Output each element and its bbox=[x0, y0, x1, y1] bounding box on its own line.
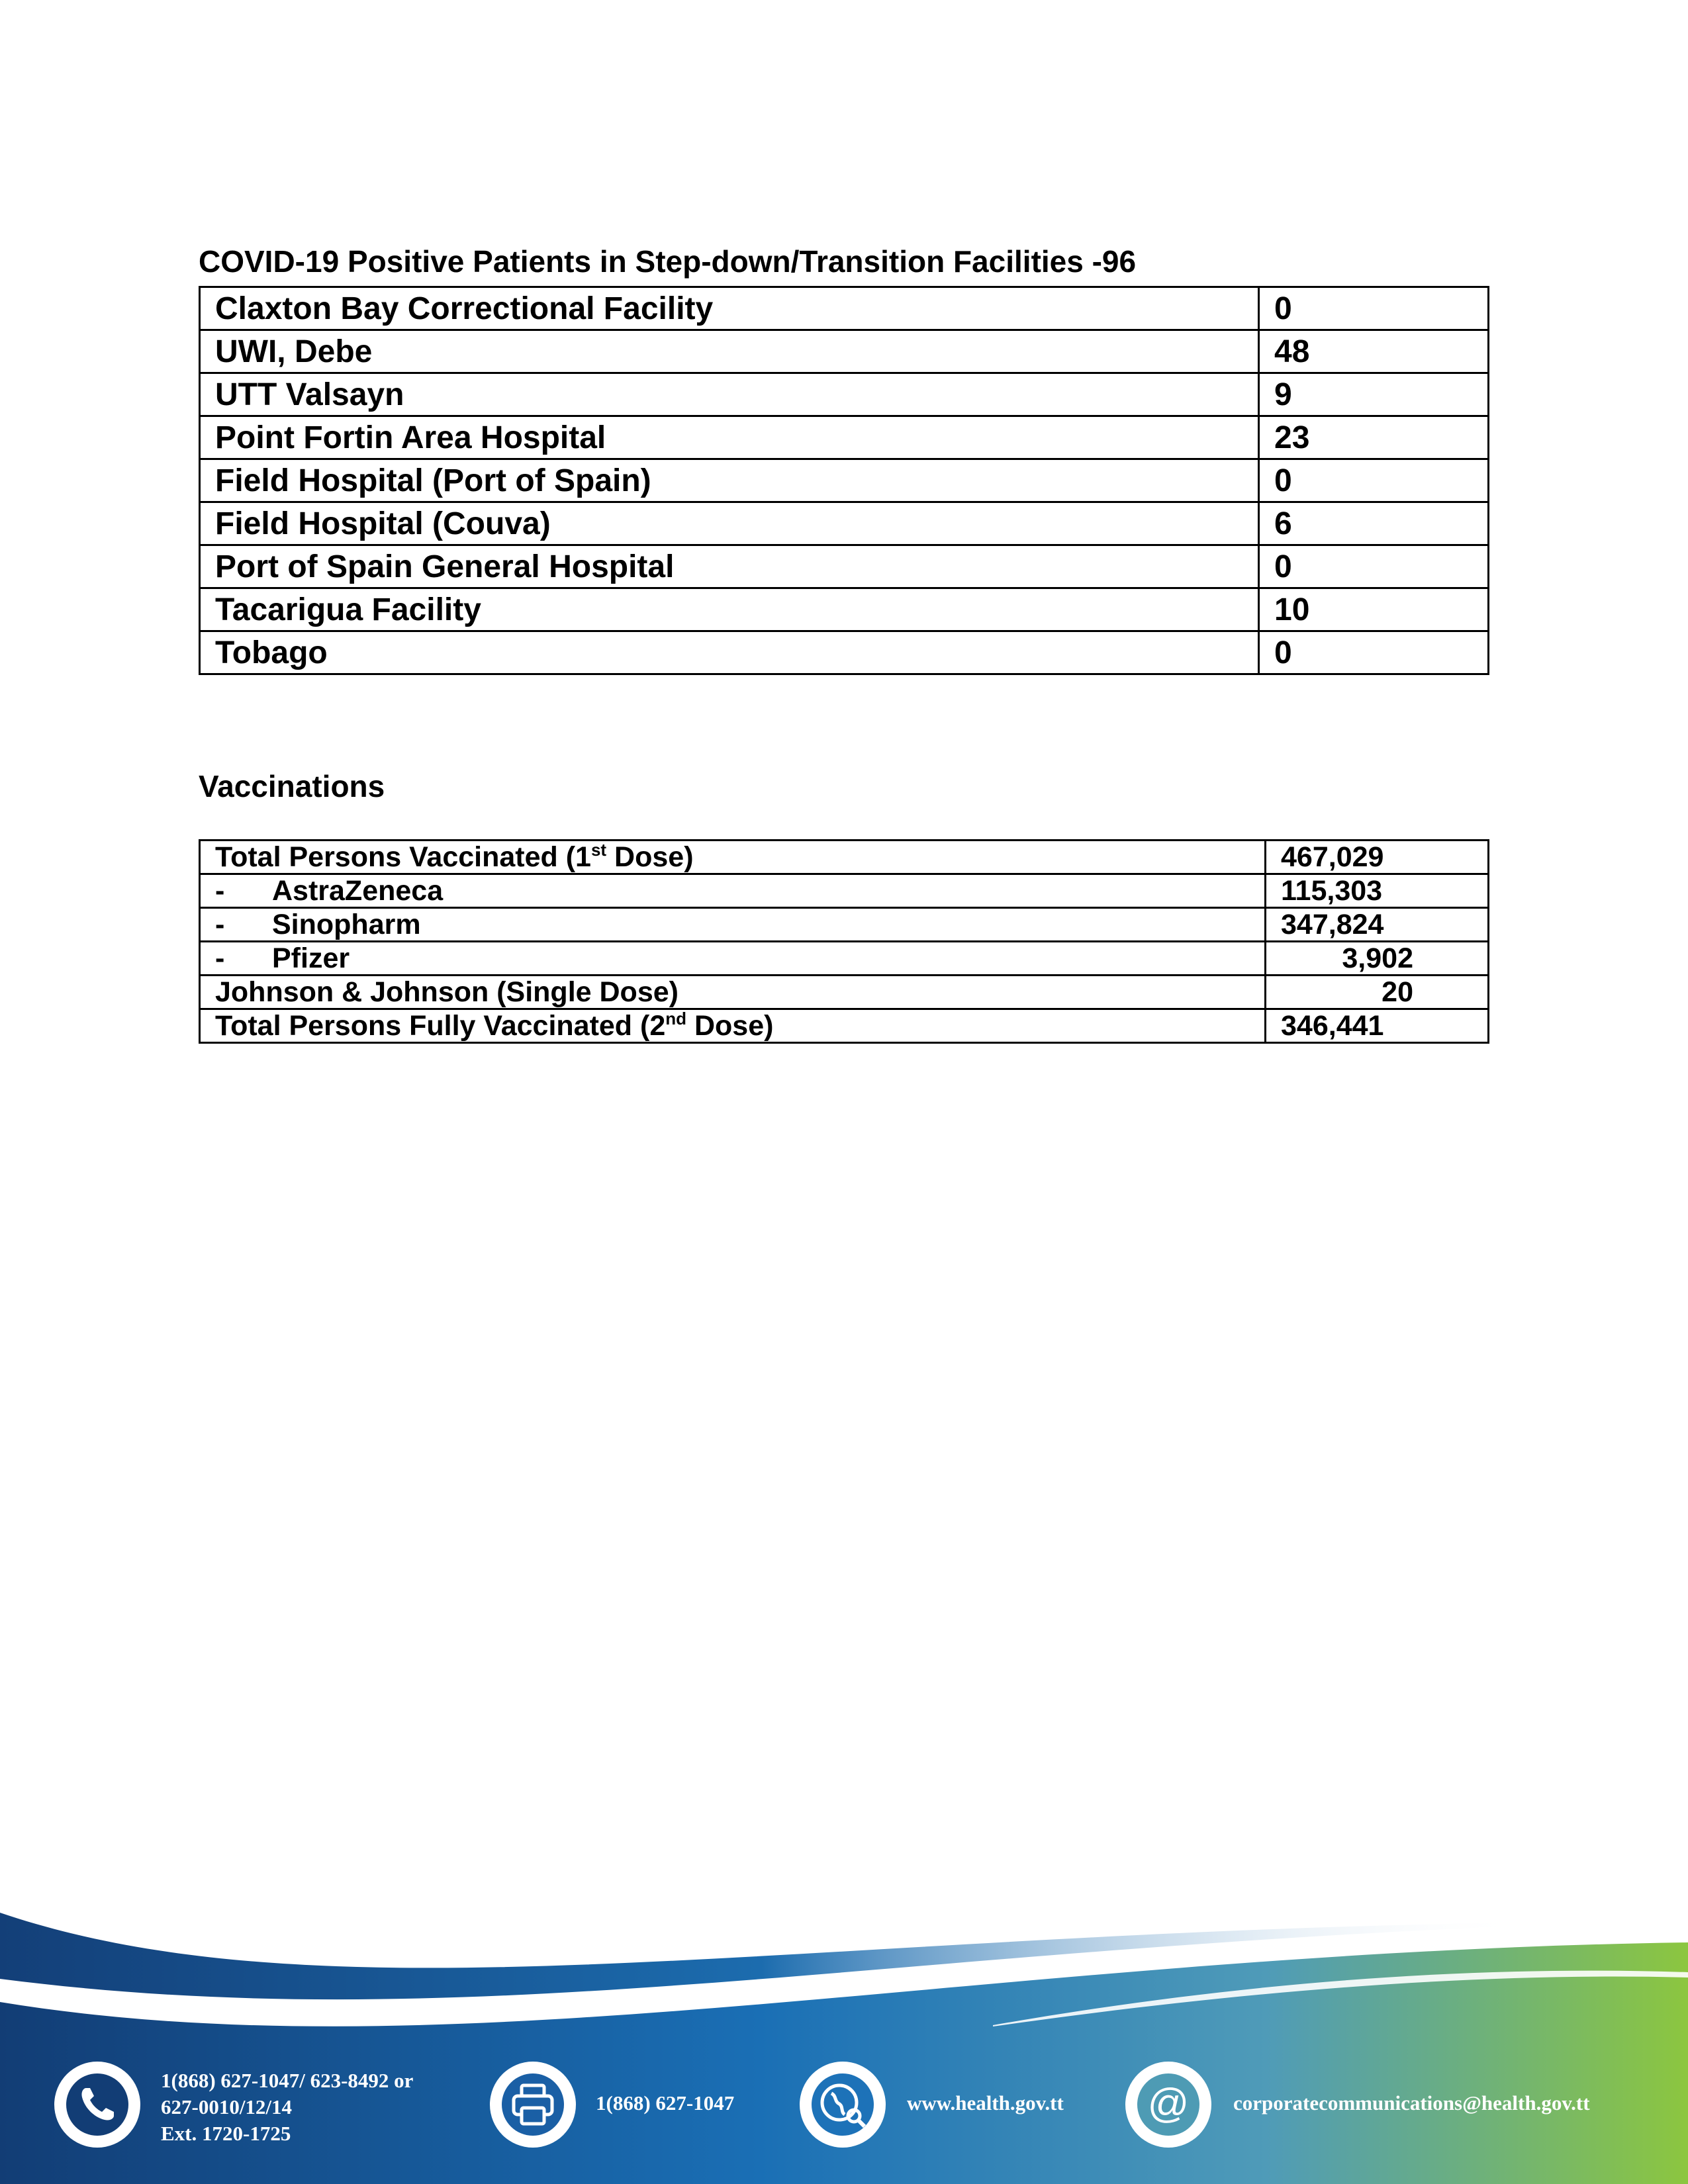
phone-icon bbox=[54, 2062, 140, 2148]
table-row bbox=[200, 841, 1489, 874]
table-row bbox=[200, 330, 1489, 373]
facility-name: Port of Spain General Hospital bbox=[200, 545, 1259, 588]
facility-count: 0 bbox=[1259, 287, 1489, 330]
vaccinations-table bbox=[199, 839, 1489, 1044]
jnj-value: 20 bbox=[1266, 976, 1489, 1009]
facility-count: 23 bbox=[1259, 416, 1489, 459]
phone-numbers: 1(868) 627-1047/ 623-8492 or 627-0010/12/14 Ext. 1720-1725 bbox=[161, 2069, 414, 2145]
pfizer-value: 3,902 bbox=[1266, 942, 1489, 976]
facility-name: Tobago bbox=[200, 631, 1259, 674]
table-row bbox=[200, 908, 1489, 942]
table-row bbox=[200, 588, 1489, 631]
second-dose-label: Total Persons Fully Vaccinated (2nd Dose) bbox=[200, 1009, 1266, 1043]
facility-name: UWI, Debe bbox=[200, 330, 1259, 373]
facility-count: 10 bbox=[1259, 588, 1489, 631]
facility-name: Point Fortin Area Hospital bbox=[200, 416, 1259, 459]
table-row bbox=[200, 1009, 1489, 1043]
table-row bbox=[200, 874, 1489, 908]
first-dose-value: 467,029 bbox=[1266, 841, 1489, 874]
facility-count: 48 bbox=[1259, 330, 1489, 373]
sinopharm-label: - Sinopharm bbox=[200, 908, 1266, 942]
printer-icon bbox=[490, 2062, 576, 2148]
first-dose-label: Total Persons Vaccinated (1st Dose) bbox=[200, 841, 1266, 874]
facilities-heading: COVID-19 Positive Patients in Step-down/Transition Facilities -96 bbox=[199, 244, 1137, 279]
facility-name: Tacarigua Facility bbox=[200, 588, 1259, 631]
facility-name: Field Hospital (Couva) bbox=[200, 502, 1259, 545]
table-row bbox=[200, 942, 1489, 976]
table-row bbox=[200, 287, 1489, 330]
astrazeneca-label: - AstraZeneca bbox=[200, 874, 1266, 908]
pfizer-label: - Pfizer bbox=[200, 942, 1266, 976]
table-row bbox=[200, 502, 1489, 545]
vaccinations-heading: Vaccinations bbox=[199, 769, 385, 803]
facility-count: 0 bbox=[1259, 631, 1489, 674]
facility-name: UTT Valsayn bbox=[200, 373, 1259, 416]
table-row bbox=[200, 545, 1489, 588]
at-sign-icon bbox=[1125, 2062, 1211, 2148]
table-row bbox=[200, 631, 1489, 674]
facility-name: Field Hospital (Port of Spain) bbox=[200, 459, 1259, 502]
svg-text:@: @ bbox=[1147, 2081, 1190, 2126]
facility-count: 0 bbox=[1259, 459, 1489, 502]
table-row bbox=[200, 373, 1489, 416]
table-row bbox=[200, 976, 1489, 1009]
jnj-label: Johnson & Johnson (Single Dose) bbox=[200, 976, 1266, 1009]
facility-name: Claxton Bay Correctional Facility bbox=[200, 287, 1259, 330]
sinopharm-value: 347,824 bbox=[1266, 908, 1489, 942]
website-link[interactable]: www.health.gov.tt bbox=[907, 2091, 1064, 2115]
fax-number: 1(868) 627-1047 bbox=[596, 2091, 735, 2115]
second-dose-value: 346,441 bbox=[1266, 1009, 1489, 1043]
facility-count: 6 bbox=[1259, 502, 1489, 545]
facilities-table bbox=[199, 286, 1489, 675]
astrazeneca-value: 115,303 bbox=[1266, 874, 1489, 908]
facility-count: 9 bbox=[1259, 373, 1489, 416]
facility-count: 0 bbox=[1259, 545, 1489, 588]
email-link[interactable]: corporatecommunications@health.gov.tt bbox=[1233, 2091, 1590, 2115]
globe-icon bbox=[800, 2062, 886, 2148]
table-row bbox=[200, 459, 1489, 502]
table-row bbox=[200, 416, 1489, 459]
